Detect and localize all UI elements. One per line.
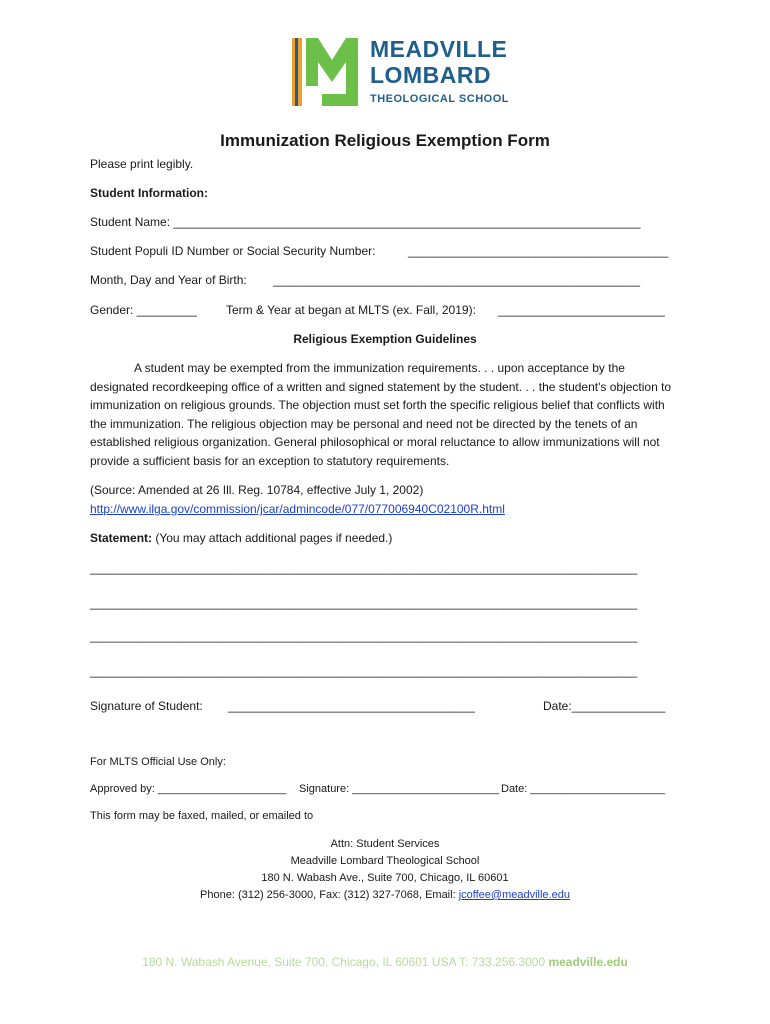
term-field[interactable]: _________________________	[498, 303, 665, 317]
approved-by-field[interactable]: Approved by: _____________________	[90, 783, 287, 795]
student-info-heading: Student Information:	[90, 186, 208, 200]
signature-field[interactable]: _____________________________________	[228, 699, 475, 713]
statement-line[interactable]: __________________________________________________________________________________	[90, 561, 638, 575]
logo-mark-icon	[292, 36, 366, 110]
term-label: Term & Year at began at MLTS (ex. Fall, 2019):	[226, 303, 476, 317]
statement-line[interactable]: __________________________________________________________________________________	[90, 629, 638, 643]
statement-line[interactable]: __________________________________________________________________________________	[90, 664, 638, 678]
source-link[interactable]: http://www.ilga.gov/commission/jcar/admincode/077/077006940C02100R.html	[90, 502, 505, 516]
logo-line-1: MEADVILLE	[370, 36, 508, 62]
address-contact	[0, 889, 770, 901]
logo-line-2: LOMBARD	[370, 62, 492, 88]
statement-label: Statement:	[90, 531, 153, 545]
footer-address: 180 N. Wabash Avenue, Suite 700, Chicago, IL 60601 USA T: 733.256.3000	[142, 955, 549, 969]
logo-line-3: THEOLOGICAL SCHOOL	[370, 93, 509, 105]
instruction-text: Please print legibly.	[90, 157, 194, 171]
student-name-field[interactable]: Student Name: ______________________________________________________________________	[90, 215, 641, 229]
footer-website[interactable]: meadville.edu	[548, 955, 628, 969]
official-use-heading: For MLTS Official Use Only:	[90, 756, 226, 768]
statement-heading	[90, 531, 392, 545]
gender-field[interactable]: Gender: _________	[90, 303, 197, 317]
signature-label: Signature of Student:	[90, 699, 203, 713]
address-attn: Attn: Student Services	[330, 838, 440, 850]
signature-date-field[interactable]: Date:______________	[543, 699, 666, 713]
source-citation: (Source: Amended at 26 Ill. Reg. 10784, effective July 1, 2002)	[90, 483, 424, 497]
contact-numbers: Phone: (312) 256-3000, Fax: (312) 327-7068, Email:	[200, 889, 459, 901]
page-footer	[0, 955, 770, 969]
statement-line[interactable]: __________________________________________________________________________________	[90, 596, 638, 610]
dob-label: Month, Day and Year of Birth:	[90, 273, 247, 287]
address-street: 180 N. Wabash Ave., Suite 700, Chicago, IL 60601	[261, 872, 509, 884]
guidelines-text: A student may be exempted from the immunization requirements. . . upon acceptance by the designated recordkeeping office of a written and signed statement by the student. . . the student's objection to immunization on religious grounds. The objection must set forth the specific religious belief that conflicts with the immunization. The religious objection may be personal and need not be directed by the tenets of an established religious organization. General philosophical or moral reluctance to allow immunizations will not provide a sufficient basis for an exception to statutory requirements.	[90, 361, 672, 468]
official-signature-field[interactable]: Signature: ________________________	[299, 783, 500, 795]
address-school: Meadville Lombard Theological School	[290, 855, 480, 867]
student-id-field[interactable]: _______________________________________	[408, 244, 669, 258]
school-logo	[292, 36, 509, 110]
statement-hint: (You may attach additional pages if needed.)	[152, 531, 393, 545]
guidelines-heading: Religious Exemption Guidelines	[293, 332, 477, 346]
student-id-label: Student Populi ID Number or Social Security Number:	[90, 244, 376, 258]
email-link[interactable]: jcoffee@meadville.edu	[458, 889, 570, 901]
official-date-field[interactable]: Date: ______________________	[501, 783, 665, 795]
submit-note: This form may be faxed, mailed, or emailed to	[90, 810, 314, 822]
guidelines-paragraph	[90, 359, 682, 471]
dob-field[interactable]: _______________________________________________________	[273, 273, 641, 287]
form-title: Immunization Religious Exemption Form	[220, 131, 550, 150]
